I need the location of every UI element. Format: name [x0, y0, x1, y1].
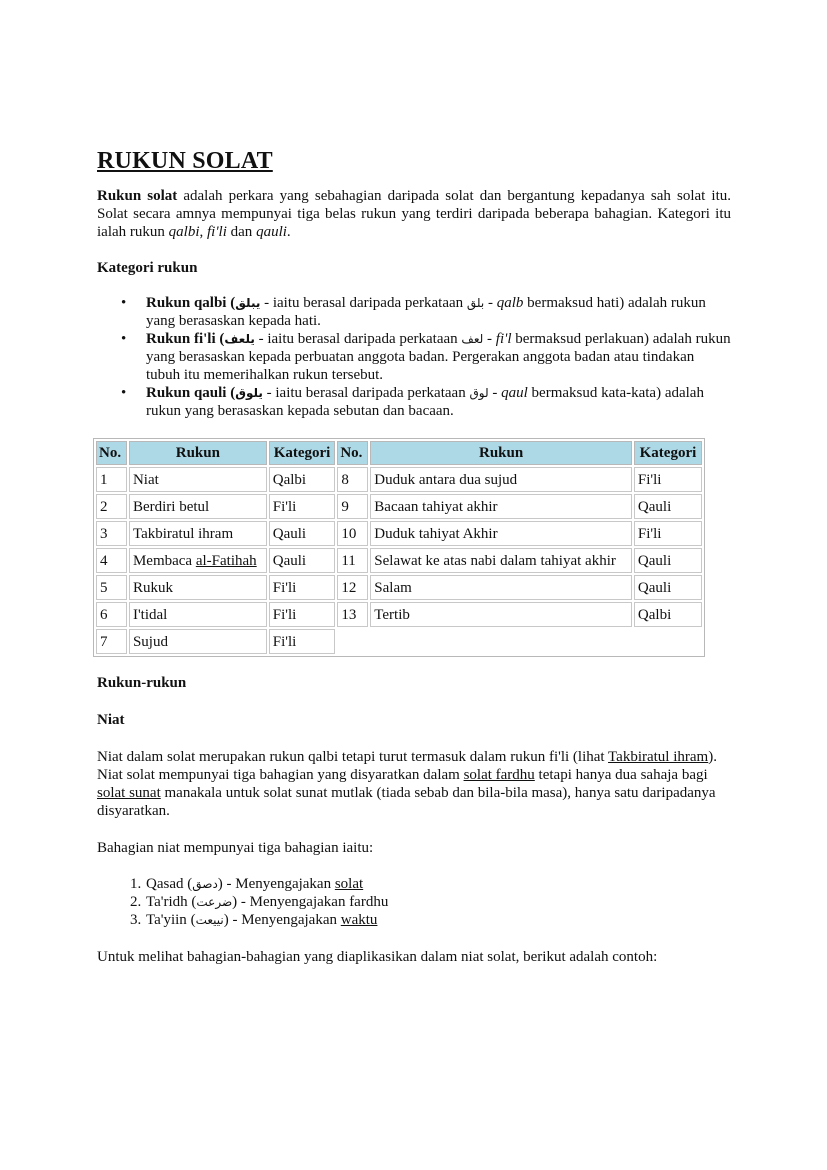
rukun-table	[93, 438, 705, 657]
solat-fardhu-link[interactable]: solat fardhu	[463, 767, 535, 783]
cell-kategori: Qauli	[634, 494, 702, 519]
cell-rukun: Duduk antara dua sujud	[370, 467, 632, 492]
cell-rukun: Salam	[370, 575, 632, 600]
kategori-list	[97, 294, 731, 420]
bahagian-arabic: ضرعت	[196, 895, 233, 909]
header-rukun: Rukun	[129, 441, 267, 465]
bahagian-intro: Bahagian niat mempunyai tiga bahagian iaitu:	[97, 840, 374, 856]
kategori-text: bermaksud kata-kata) adalah rukun yang berasaskan kepada sebutan dan bacaan.	[146, 385, 704, 419]
takbiratul-ihram-link[interactable]: Takbiratul ihram	[608, 749, 709, 765]
niat-text: manakala untuk solat sunat mutlak (tiada sebab dan bila-bila masa), hanya satu daripadanya disyaratkan.	[97, 785, 716, 819]
kategori-heading: Kategori rukun	[97, 260, 198, 276]
kategori-term: qaul	[501, 385, 528, 401]
intro-sep: dan	[226, 224, 257, 240]
bahagian-name: Ta'ridh	[146, 894, 188, 910]
header-no: No.	[96, 441, 127, 465]
cell-no: 11	[337, 548, 368, 573]
intro-qalbi: qalbi	[168, 224, 200, 240]
solat-link[interactable]: solat	[334, 876, 364, 892]
header-rukun: Rukun	[370, 441, 632, 465]
cell-rukun: Niat	[129, 467, 267, 492]
header-kategori: Kategori	[634, 441, 702, 465]
cell-kategori: Fi'li	[634, 521, 702, 546]
cell-no: 6	[96, 602, 127, 627]
table-row	[96, 629, 702, 654]
kategori-text: bermaksud hati) adalah rukun yang berasaskan kepada hati.	[146, 295, 706, 329]
niat-paragraph	[97, 748, 731, 820]
kategori-paren: (	[226, 385, 236, 401]
cell-kategori: Fi'li	[269, 494, 336, 519]
rukun-rukun-heading: Rukun-rukun	[97, 675, 187, 691]
kategori-arabic: يبلق	[235, 296, 261, 310]
niat-text: Niat dalam solat merupakan rukun qalbi tetapi turut termasuk dalam rukun fi'li (lihat	[97, 749, 609, 765]
cell-kategori: Qauli	[269, 521, 336, 546]
bahagian-name: Qasad	[146, 876, 184, 892]
intro-end: .	[286, 224, 291, 240]
intro-paragraph	[97, 187, 731, 241]
cell-kategori: Fi'li	[269, 602, 336, 627]
cell-kategori: Qauli	[269, 548, 336, 573]
bahagian-arabic: دصق	[192, 877, 218, 891]
cell-kategori: Qalbi	[269, 467, 336, 492]
page-title: RUKUN SOLAT	[97, 148, 273, 174]
kategori-paren: (	[215, 331, 225, 347]
table-row	[96, 548, 702, 573]
cell-rukun: I'tidal	[129, 602, 267, 627]
kategori-paren: (	[226, 295, 236, 311]
kategori-arabic-root: لوق	[469, 386, 489, 400]
kategori-dash: -	[484, 295, 497, 311]
cell-no: 8	[337, 467, 368, 492]
table-row	[96, 575, 702, 600]
bahagian-list	[97, 875, 731, 929]
cell-rukun: Rukuk	[129, 575, 267, 600]
kategori-item	[146, 384, 731, 420]
cell-rukun: Takbiratul ihram	[129, 521, 267, 546]
kategori-text: bermaksud perlakuan) adalah rukun yang berasaskan kepada perbuatan anggota badan. Pergerakan anggota badan atau tindakan tubuh itu memerihalkan rukun tersebut.	[146, 331, 731, 383]
bahagian-item	[145, 875, 731, 893]
cell-rukun: Selawat ke atas nabi dalam tahiyat akhir	[370, 548, 632, 573]
table-header-row	[96, 441, 702, 465]
cell-no: 7	[96, 629, 127, 654]
intro-bold-term: Rukun solat	[97, 188, 178, 204]
bahagian-paren: (	[183, 876, 193, 892]
intro-fili: fi'li	[207, 224, 227, 240]
header-kategori: Kategori	[269, 441, 336, 465]
table-row	[96, 494, 702, 519]
intro-text: adalah perkara yang sebahagian daripada solat dan bergantung kepadanya sah solat itu. Solat secara amnya mempunyai tiga belas rukun yang terdiri daripada beberapa bahagian. Kategori itu ialah rukun	[97, 188, 731, 240]
bahagian-text: ) - Menyengajakan	[217, 876, 335, 892]
niat-text: ). Niat solat mempunyai tiga bahagian yang disyaratkan dalam	[97, 749, 717, 783]
cell-no: 13	[337, 602, 368, 627]
kategori-arabic-root: لعف	[461, 332, 484, 346]
cell-kategori: Fi'li	[269, 629, 336, 654]
kategori-dash: -	[483, 331, 496, 347]
cell-kategori: Qauli	[634, 548, 702, 573]
bahagian-paren: (	[186, 912, 196, 928]
cell-rukun: Berdiri betul	[129, 494, 267, 519]
niat-text: tetapi hanya dua sahaja bagi	[534, 767, 708, 783]
cell-no: 2	[96, 494, 127, 519]
kategori-arabic: يلعف	[224, 332, 255, 346]
bahagian-text: ) - Menyengajakan fardhu	[232, 894, 389, 910]
intro-qauli: qauli	[256, 224, 287, 240]
al-fatihah-link[interactable]: al-Fatihah	[195, 552, 257, 569]
kategori-item	[146, 330, 731, 384]
cell-no: 1	[96, 467, 127, 492]
intro-sep: ,	[199, 224, 207, 240]
cell-rukun-text: Membaca	[132, 552, 196, 569]
header-no: No.	[337, 441, 368, 465]
kategori-term: fi'l	[495, 331, 512, 347]
kategori-name: Rukun fi'li	[146, 331, 216, 347]
cell-kategori: Fi'li	[634, 467, 702, 492]
kategori-text: - iaitu berasal daripada perkataan	[262, 385, 470, 401]
kategori-term: qalb	[496, 295, 524, 311]
cell-no: 10	[337, 521, 368, 546]
table-row	[96, 467, 702, 492]
kategori-dash: -	[488, 385, 502, 401]
cell-kategori: Fi'li	[269, 575, 336, 600]
table-row	[96, 602, 702, 627]
kategori-text: - iaitu berasal daripada perkataan	[254, 331, 462, 347]
cell-no: 9	[337, 494, 368, 519]
kategori-text: - iaitu berasal daripada perkataan	[260, 295, 467, 311]
cell-rukun: Sujud	[129, 629, 267, 654]
bahagian-item	[145, 911, 731, 929]
table-row	[96, 521, 702, 546]
bahagian-arabic: نييعت	[195, 913, 224, 927]
kategori-name: Rukun qalbi	[146, 295, 227, 311]
bahagian-paren: (	[187, 894, 197, 910]
cell-no: 5	[96, 575, 127, 600]
kategori-item	[146, 294, 731, 330]
empty-cell	[337, 629, 702, 654]
contoh-paragraph: Untuk melihat bahagian-bahagian yang diaplikasikan dalam niat solat, berikut adalah contoh:	[97, 949, 658, 965]
kategori-arabic-root: بلق	[466, 296, 485, 310]
cell-no: 12	[337, 575, 368, 600]
cell-rukun: Tertib	[370, 602, 632, 627]
cell-rukun	[129, 548, 267, 573]
cell-no: 4	[96, 548, 127, 573]
solat-sunat-link[interactable]: solat sunat	[97, 785, 161, 801]
bahagian-name: Ta'yiin	[146, 912, 187, 928]
cell-kategori: Qauli	[634, 575, 702, 600]
bahagian-item	[145, 893, 731, 911]
cell-rukun: Bacaan tahiyat akhir	[370, 494, 632, 519]
niat-heading: Niat	[97, 712, 125, 728]
kategori-arabic: يلوق	[235, 386, 263, 400]
cell-rukun: Duduk tahiyat Akhir	[370, 521, 632, 546]
bahagian-text: ) - Menyengajakan	[223, 912, 341, 928]
cell-kategori: Qalbi	[634, 602, 702, 627]
waktu-link[interactable]: waktu	[340, 912, 378, 928]
kategori-name: Rukun qauli	[146, 385, 227, 401]
document-page	[97, 146, 731, 966]
cell-no: 3	[96, 521, 127, 546]
